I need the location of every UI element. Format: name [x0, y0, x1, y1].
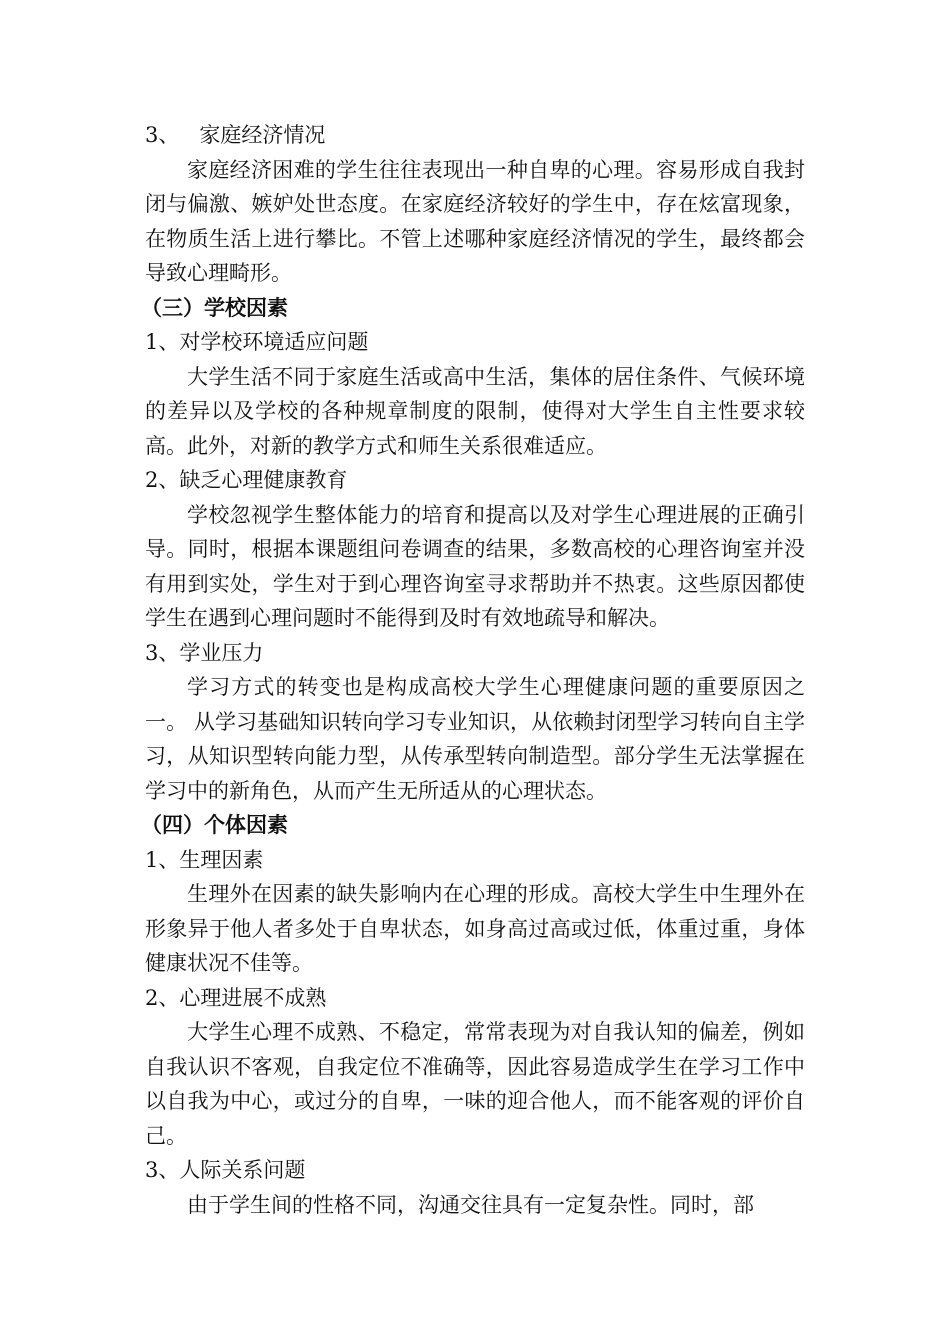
- subheading-family-economy: 3、 家庭经济情况: [145, 123, 326, 147]
- paragraph-mental-health-education: 学校忽视学生整体能力的培育和提高以及对学生心理进展的正确引导。同时，根据本课题组问卷调查的结果，多数高校的心理咨询室并没有用到实处，学生对于到心理咨询室寻求帮助并不热衷。这些原因都使学生在遇到心理问题时不能得到及时有效地疏导和解决。: [145, 502, 805, 630]
- paragraph-family-economy: 家庭经济困难的学生往往表现出一种自卑的心理。容易形成自我封闭与偏激、嫉妒处世态度。在家庭经济较好的学生中，存在炫富现象，在物质生活上进行攀比。不管上述哪种家庭经济情况的学生，最终都会导致心理畸形。: [145, 157, 805, 285]
- paragraph-school-environment: 大学生活不同于家庭生活或高中生活，集体的居住条件、气候环境的差异以及学校的各种规章制度的限制，使得对大学生自主性要求较高。此外，对新的教学方式和师生关系很难适应。: [145, 364, 805, 458]
- document-page: [141, 118, 805, 1222]
- subheading-school-environment: 1、对学校环境适应问题: [145, 330, 369, 354]
- paragraph-psychological-immaturity: 大学生心理不成熟、不稳定，常常表现为对自我认知的偏差，例如自我认识不客观，自我定位不准确等，因此容易造成学生在学习工作中以自我为中心，或过分的自卑，一味的迎合他人，而不能客观的评价自己。: [145, 1020, 805, 1148]
- section-heading-school-factors: （三）学校因素: [141, 294, 288, 320]
- subheading-psychological-immaturity: 2、心理进展不成熟: [145, 985, 327, 1010]
- subheading-interpersonal-relations: 3、人际关系问题: [145, 1158, 306, 1182]
- subheading-mental-health-education: 2、缺乏心理健康教育: [145, 468, 348, 492]
- subheading-physiological-factors: 1、生理因素: [145, 847, 264, 872]
- subheading-academic-pressure: 3、学业压力: [145, 640, 264, 665]
- paragraph-interpersonal-relations: 由于学生间的性格不同，沟通交往具有一定复杂性。同时，部: [187, 1192, 754, 1217]
- section-heading-individual-factors: （四）个体因素: [141, 812, 288, 837]
- paragraph-physiological-factors: 生理外在因素的缺失影响内在心理的形成。高校大学生中生理外在形象异于他人者多处于自卑状态，如身高过高或过低，体重过重，身体健康状况不佳等。: [145, 882, 805, 975]
- paragraph-academic-pressure: 学习方式的转变也是构成高校大学生心理健康问题的重要原因之一。 从学习基础知识转向学习专业知识，从依赖封闭型学习转向自主学习，从知识型转向能力型，从传承型转向制造型。部分学生无法掌握在学习中的新角色，从而产生无所适从的心理状态。: [145, 675, 805, 803]
